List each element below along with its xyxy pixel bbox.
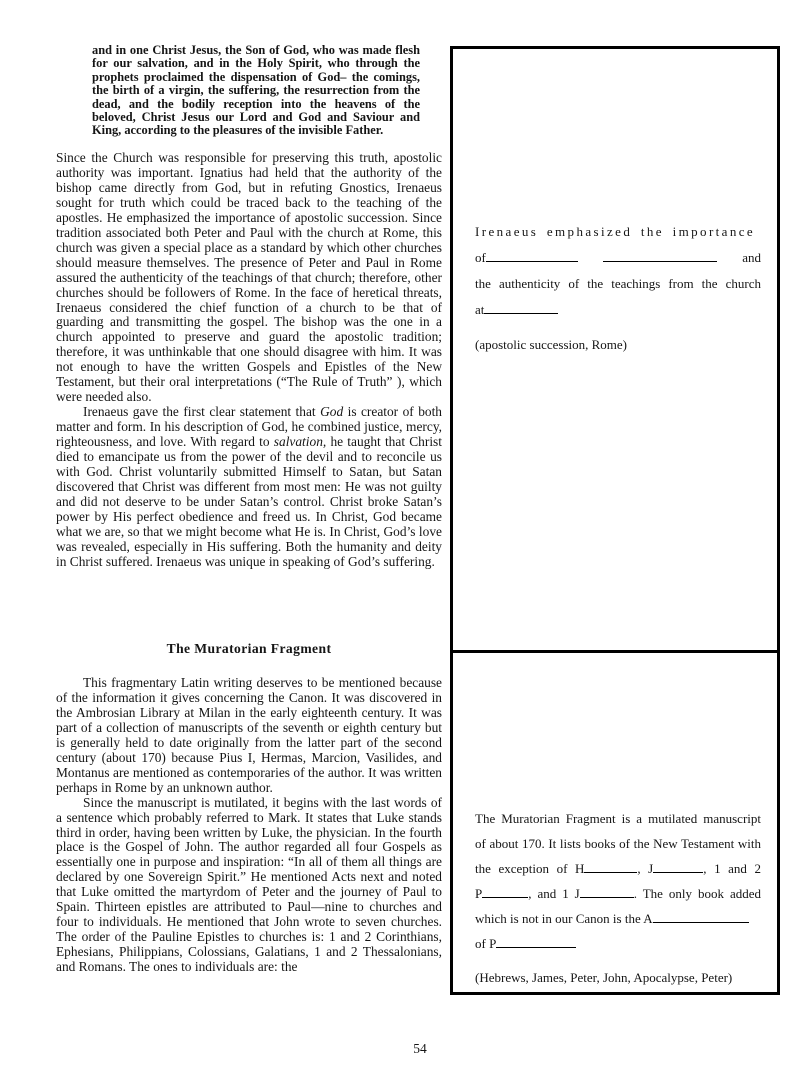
exercise1-line3: the authenticity of the teachings from the church — [475, 276, 761, 291]
para2-italic-salvation: salvation, — [273, 434, 327, 450]
exercise2-answer-key: (Hebrews, James, Peter, John, Apocalypse, Peter) — [475, 970, 733, 985]
exercise2-line5 — [475, 906, 761, 931]
exercise2-line4 — [475, 881, 761, 906]
fill-blank — [496, 935, 576, 948]
fill-blank — [603, 249, 717, 262]
muratorian-section-text — [56, 676, 442, 975]
exercise2-line3 — [475, 856, 761, 881]
exercise1-line2-pre: of — [475, 250, 486, 265]
exercise1-answer-key: (apostolic succession, Rome) — [475, 337, 627, 352]
fill-blank — [482, 885, 528, 898]
creed-block-quote: and in one Christ Jesus, the Son of God, who was made flesh for our salvation, and in the Holy Spirit, who through the prophets proclaimed the dispensation of God– the comings, the birth of a virgin, the suffering, the resurrection from the dead, and the bodily reception into the heavens of the beloved, Christ Jesus our Lord and God and Saviour and King, according to the pleasures of the invisible Father. — [92, 43, 420, 138]
para2-seg0: Irenaeus gave the first clear statement that — [83, 404, 321, 420]
exercise2-line1: The Muratorian Fragment is a mutilated manuscript — [475, 811, 761, 826]
exercise-box-irenaeus — [453, 49, 777, 653]
fill-blank — [486, 249, 578, 262]
irenaeus-section-text — [56, 151, 442, 570]
page-number: 54 — [413, 1041, 427, 1056]
exercise2-line4-post: . The only book added — [633, 886, 761, 901]
paragraph-apostolic-authority: Since the Church was responsible for preserving this truth, apostolic authority was important. Ignatius had held that the authority of the bishop came directly from God, but in refuting Gnostics, Irenaeus sought for truth which could be traced back to the teaching of the apostles. He emphasized the importance of apostolic succession. Since tradition associated both Peter and Paul with the church at Rome, this church was given a special place as a standard by which other churches should measure themselves. The presence of Peter and Paul in Rome assured the authenticity of the teachings of that church; therefore, other churches should be followers of Rome. In the face of heretical threats, Irenaeus considered the chief function of a church to be that of guarding and transmitting the gospel. The bishop was the one in a church appointed to preserve and guard the apostolic tradition; therefore, it was unthinkable that one should disagree with him. It was not enough to have the written Gospels and Epistles of the New Testament, but their oral interpretations (“The Rule of Truth” ), which were needed also. — [56, 150, 442, 405]
fill-blank — [580, 885, 634, 898]
exercise1-line4-pre: at — [475, 302, 485, 317]
paragraph-muratorian-discovery: This fragmentary Latin writing deserves to be mentioned because of the information it gives concerning the Canon. It was discovered in the Ambrosian Library at Milan in the early eighteenth century. It was part of a collection of manuscripts of the seventh or eighth century but is generally held to date originally from the latter part of the second century (about 170) because Pius I, Hermas, Marcion, Vasilides, and Montanus are mentioned as contemporaries of the author. It was written perhaps in Rome by an unknown author. — [56, 675, 442, 795]
fill-blank — [653, 860, 703, 873]
section-heading-muratorian-fragment: The Muratorian Fragment — [166, 641, 332, 656]
paragraph-irenaeus-theology — [56, 405, 442, 569]
exercise1-line1: Irenaeus emphasized the importance — [475, 224, 756, 239]
exercise2-line3-pre: the exception of H — [475, 861, 585, 876]
exercise1-line2-post: and — [742, 250, 761, 265]
fill-blank — [653, 910, 749, 923]
fill-blank — [584, 860, 637, 873]
exercise2-line5-pre: which is not in our Canon is the A — [475, 911, 653, 926]
exercise1-line4 — [475, 297, 761, 323]
para2-seg4: he taught that Christ died to emancipate us from the power of the devil and to reconcile us with God. Christ voluntarily submitted Himself to Satan, but Satan discovered that Christ was different from most men: He was not guilty and did not deserve to be under Satan’s control. Christ broke Satan’s power by His perfect obedience and freed us. In Christ, God became what we are, so that we might become what He is. In Christ, God’s love was revealed, especially in His suffering. Both the humanity and deity in Christ suffered. Irenaeus was unique in speaking of God’s suffering. — [56, 434, 442, 569]
exercise2-line4-mid: , and 1 J — [528, 886, 580, 901]
exercise-box-muratorian — [453, 653, 777, 992]
para2-seg2: is creator of both matter and form. In his description of God, he combined justice, mercy, righteousness, and love. With regard to — [56, 404, 442, 450]
para2-italic-god: God — [320, 404, 344, 420]
answer-frame-column — [450, 46, 780, 995]
exercise2-line6-pre: of P — [475, 936, 497, 951]
paragraph-muratorian-contents: Since the manuscript is mutilated, it begins with the last words of a sentence which probably referred to Mark. It states that Luke stands third in order, having been written by Luke, the physician. In the fourth place is the Gospel of John. The author regarded all four Gospels as essentially one in purpose and inspiration: “In all of them all things are declared by one Sovereign Spirit.” He mentioned Acts next and noted that Luke omitted the martyrdom of Peter and the journey of Paul to Spain. Thirteen epistles are attributed to Paul—nine to churches and four to individuals. He mentioned that John wrote to seven churches. The order of the Pauline Epistles to churches is: 1 and 2 Corinthians, Ephesians, Philippians, Colossians, Galatians, 1 and 2 Thessalonians, and Romans. The ones to individuals are: the — [56, 794, 442, 975]
exercise2-line6 — [475, 931, 761, 956]
fill-blank — [484, 301, 558, 314]
exercise1-line2 — [475, 245, 761, 271]
exercise2-line2: of about 170. It lists books of the New Testament with — [475, 836, 761, 851]
exercise2-line3-mid: , J — [637, 861, 654, 876]
exercise2-line4-pre: P — [475, 886, 483, 901]
exercise2-line3-post: , 1 and 2 — [703, 861, 761, 876]
